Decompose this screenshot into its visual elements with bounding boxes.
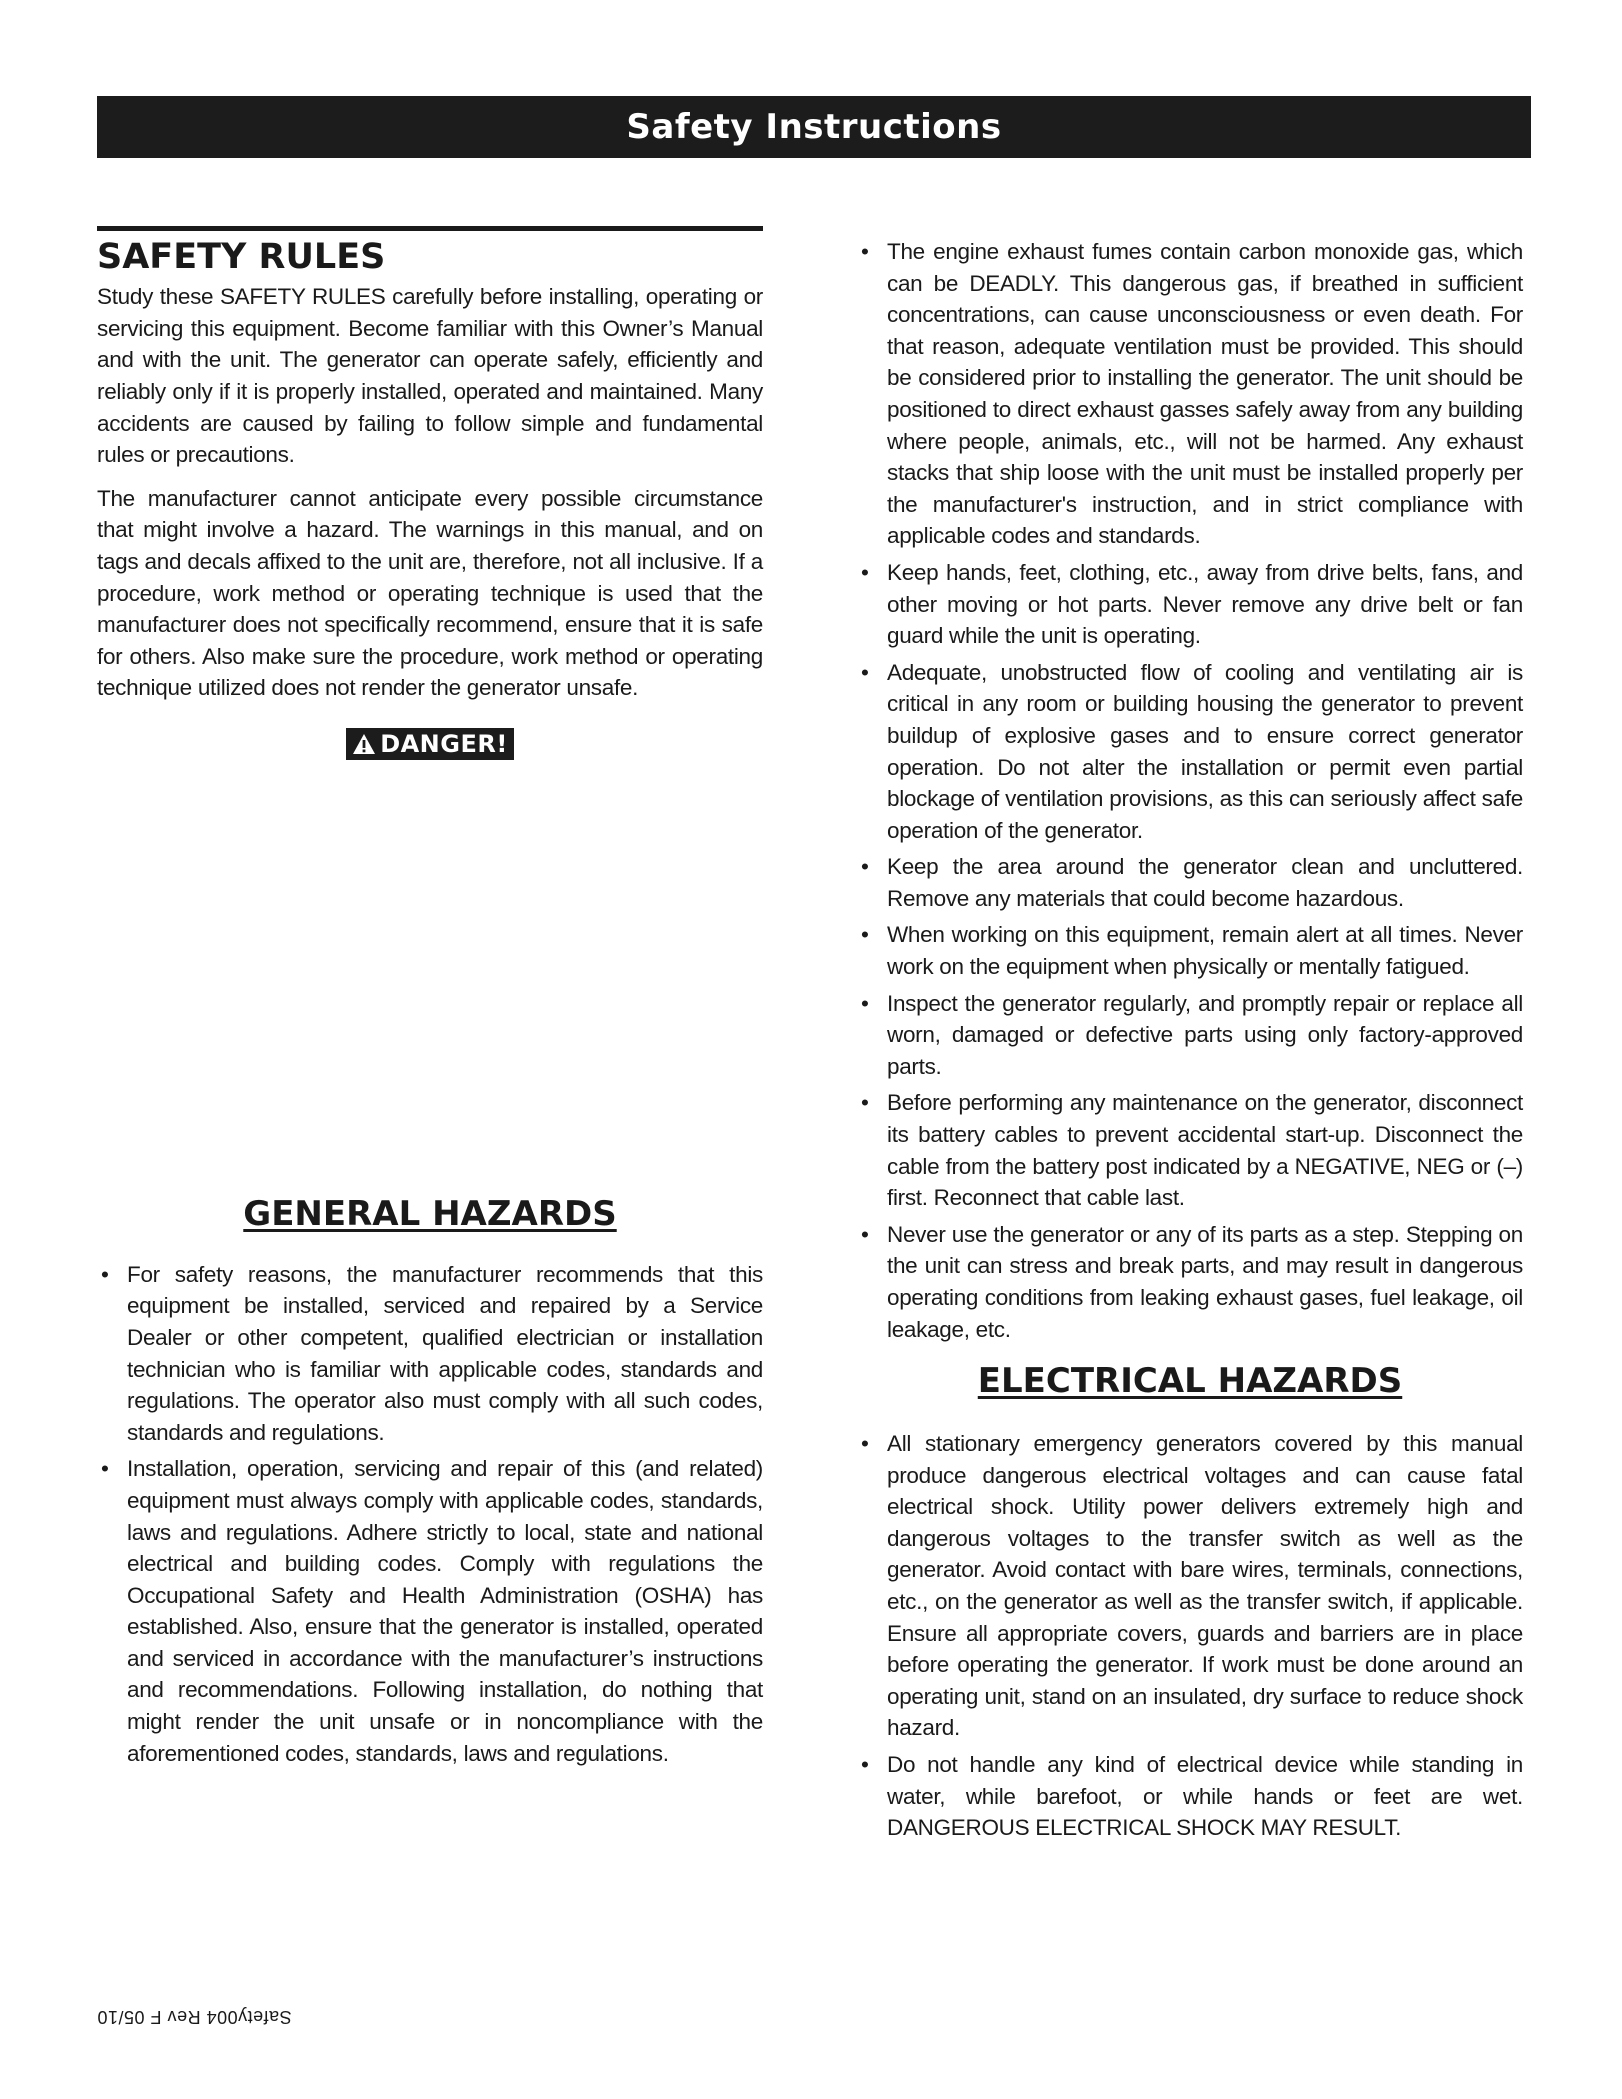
bullet-icon: • [861,1221,869,1247]
list-item: • Keep hands, feet, clothing, etc., away from drive belts, fans, and other moving or hot parts. Never remove any drive belt or fan guard while the unit is operating. [857,557,1523,652]
list-item: • Before performing any maintenance on the generator, disconnect its battery cables to prevent accidental start-up. Disconnect the cable from the battery post indicated by a NEGATIVE, NEG or (–) first. Reconnect that cable last. [857,1087,1523,1213]
general-hazards-title: GENERAL HAZARDS [243,1193,617,1234]
left-column [97,226,763,1774]
page-title: Safety Instructions [626,107,1002,147]
bullet-icon: • [861,922,869,948]
list-item: • For safety reasons, the manufacturer recommends that this equipment be installed, serviced and repaired by a Service Dealer or other competent, qualified electrician or installation technician who is familiar with applicable codes, standards and regulations. The operator also must comply with all such codes, standards and regulations. [97,1259,763,1449]
bullet-icon: • [101,1456,109,1482]
list-item: • Installation, operation, servicing and repair of this (and related) equipment must always comply with applicable codes, standards, laws and regulations. Adhere strictly to local, state and national electrical and building codes. Comply with regulations the Occupational Safety and Health Administration (OSHA) has established. Also, ensure that the generator is installed, operated and serviced in accordance with the manufacturer’s instructions and recommendations. Following installation, do nothing that might render the unit unsafe or in noncompliance with the aforementioned codes, standards, laws and regulations. [97,1453,763,1769]
blank-space [97,760,763,1194]
list-item: • Keep the area around the generator clean and uncluttered. Remove any materials that could become hazardous. [857,851,1523,914]
bullet-icon: • [101,1261,109,1287]
electrical-hazards-list [857,1428,1523,1844]
danger-badge [346,728,514,760]
list-item: • Adequate, unobstructed flow of cooling and ventilating air is critical in any room or building housing the generator to prevent buildup of explosive gases and to ensure correct generator operation. Do not alter the installation or permit even partial blockage of ventilation provisions, as this can seriously affect safe operation of the generator. [857,657,1523,847]
list-item: • Do not handle any kind of electrical device while standing in water, while barefoot, or while hands or feet are wet. DANGEROUS ELECTRICAL SHOCK MAY RESULT. [857,1749,1523,1844]
bullet-icon: • [861,990,869,1016]
bullet-icon: • [861,659,869,685]
list-item: • The engine exhaust fumes contain carbon monoxide gas, which can be DEADLY. This dangerous gas, if breathed in sufficient concentrations, can cause unconsciousness or even death. For that reason, adequate ventilation must be provided. This should be considered prior to installing the generator. The unit should be positioned to direct exhaust gasses safely away from any building where people, animals, etc., will not be harmed. Any exhaust stacks that ship loose with the unit must be installed properly per the manufacturer's instruction, and in strict compliance with applicable codes and standards. [857,236,1523,552]
bullet-icon: • [861,1090,869,1116]
bullet-icon: • [861,1430,869,1456]
danger-label: DANGER! [380,729,508,758]
right-column [857,236,1523,1849]
footer-code: Safety004 Rev F 05/10 [97,2007,292,2027]
header-bar [97,96,1531,158]
hazards-list [857,236,1523,1345]
safety-rules-paragraph-2: The manufacturer cannot anticipate every possible circumstance that might involve a hazard. The warnings in this manual, and on tags and decals affixed to the unit are, therefore, not all inclusive. If a procedure, work method or operating technique is used that the manufacturer does not specifically recommend, ensure that it is safe for others. Also make sure the procedure, work method or operating technique utilized does not render the generator unsafe. [97,485,763,701]
danger-badge-wrap [97,728,763,760]
safety-rules-paragraph-1: Study these SAFETY RULES carefully before installing, operating or servicing this equipment. Become familiar with this Owner’s Manual and with the unit. The generator can operate safely, efficiently and reliably only if it is properly installed, operated and maintained. Many accidents are caused by failing to follow simple and fundamental rules or precautions. [97,284,763,468]
safety-rules-title: SAFETY RULES [97,237,386,277]
general-hazards-list [97,1259,763,1770]
section-rule [97,226,763,231]
list-item: • All stationary emergency generators covered by this manual produce dangerous electrical voltages and can cause fatal electrical shock. Utility power delivers extremely high and dangerous voltages to the transfer switch as well as the generator. Avoid contact with bare wires, terminals, connections, etc., on the generator as well as the transfer switch, if applicable. Ensure all appropriate covers, guards and barriers are in place before operating the generator. If work must be done around an operating unit, stand on an insulated, dry surface to reduce shock hazard. [857,1428,1523,1744]
list-item: • Never use the generator or any of its parts as a step. Stepping on the unit can stress and break parts, and may result in dangerous operating conditions from leaking exhaust gases, fuel leakage, oil leakage, etc. [857,1219,1523,1345]
list-item: • Inspect the generator regularly, and promptly repair or replace all worn, damaged or defective parts using only factory-approved parts. [857,988,1523,1083]
bullet-icon: • [861,854,869,880]
bullet-icon: • [861,559,869,585]
bullet-icon: • [861,1751,869,1777]
bullet-icon: • [861,239,869,264]
electrical-hazards-title: ELECTRICAL HAZARDS [977,1361,1403,1402]
list-item: • When working on this equipment, remain alert at all times. Never work on the equipment when physically or mentally fatigued. [857,919,1523,982]
warning-triangle-icon [352,733,376,755]
